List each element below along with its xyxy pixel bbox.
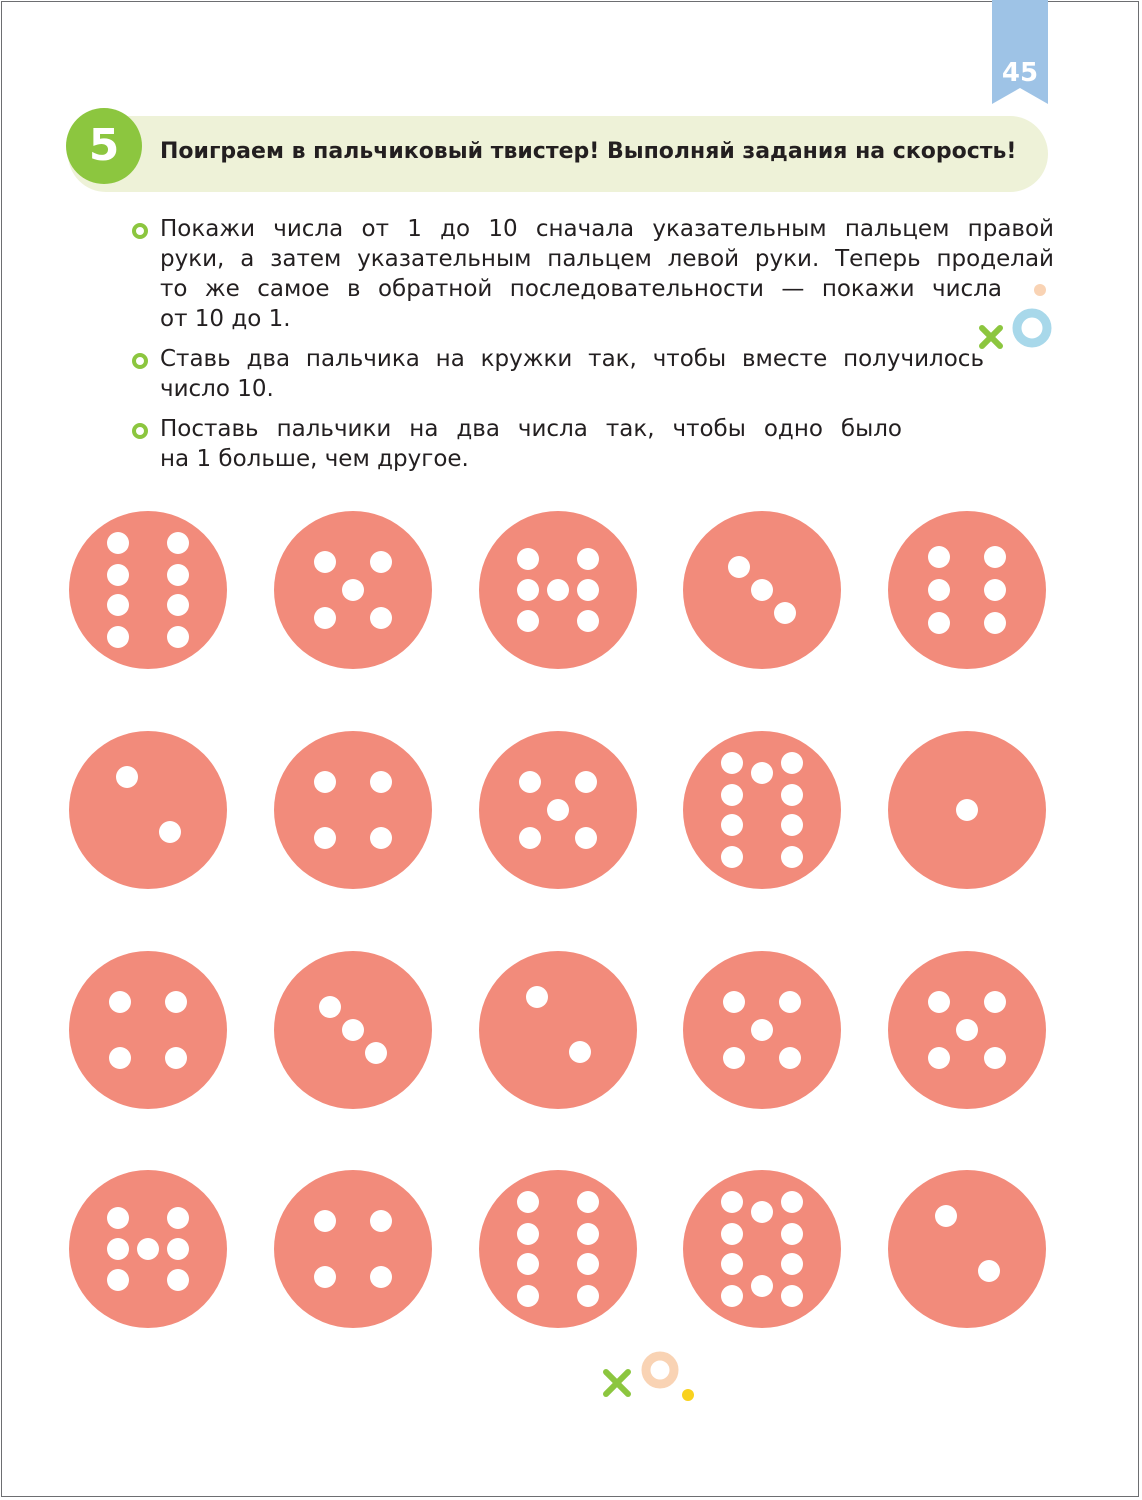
die-2[interactable]	[68, 730, 228, 890]
die-dot	[167, 1238, 189, 1260]
instruction-line: руки, а затем указательным пальцем левой руки. Теперь проделай	[160, 246, 1054, 272]
die-dot	[978, 1260, 1000, 1282]
instruction-line: число 10.	[160, 376, 274, 402]
die-dot	[519, 771, 541, 793]
die-dot	[314, 1210, 336, 1232]
die-dot	[517, 1191, 539, 1213]
die-dot	[167, 1207, 189, 1229]
die-dot	[107, 594, 129, 616]
die-face	[479, 951, 637, 1109]
die-dot	[721, 752, 743, 774]
die-dot	[547, 799, 569, 821]
die-dot	[781, 784, 803, 806]
die-dot	[781, 1223, 803, 1245]
die-dot	[577, 1191, 599, 1213]
instruction-line: Ставь два пальчика на кружки так, чтобы вместе получилось	[160, 346, 984, 372]
die-dot	[779, 991, 801, 1013]
die-dot	[935, 1205, 957, 1227]
instruction-line: на 1 больше, чем другое.	[160, 446, 469, 472]
die-dot	[781, 1285, 803, 1307]
die-dot	[517, 1253, 539, 1275]
die-dot	[370, 551, 392, 573]
die-face	[683, 731, 841, 889]
die-dot	[517, 548, 539, 570]
die-dot	[956, 799, 978, 821]
die-dot	[721, 1223, 743, 1245]
die-2[interactable]	[478, 950, 638, 1110]
die-dot	[342, 1019, 364, 1041]
die-dot	[781, 814, 803, 836]
die-dot	[575, 827, 597, 849]
die-dot	[751, 1201, 773, 1223]
die-dot	[107, 1207, 129, 1229]
die-face	[69, 731, 227, 889]
die-dot	[159, 821, 181, 843]
die-7[interactable]	[68, 1169, 228, 1329]
die-dot	[781, 1191, 803, 1213]
die-dot	[577, 548, 599, 570]
die-dot	[577, 610, 599, 632]
die-dot	[984, 991, 1006, 1013]
die-dot	[314, 771, 336, 793]
die-dot	[984, 1047, 1006, 1069]
die-dot	[577, 1223, 599, 1245]
die-dot	[137, 1238, 159, 1260]
die-dot	[107, 564, 129, 586]
task-number-badge: 5	[66, 108, 142, 184]
die-dot	[167, 532, 189, 554]
task-title: Поиграем в пальчиковый твистер! Выполняй задания на скорость!	[160, 139, 1017, 164]
die-dot	[314, 551, 336, 573]
die-dot	[577, 579, 599, 601]
die-dot	[342, 579, 364, 601]
die-dot	[107, 532, 129, 554]
die-dot	[165, 991, 187, 1013]
die-dot	[167, 594, 189, 616]
die-dot	[721, 1285, 743, 1307]
die-dot	[107, 626, 129, 648]
die-face	[479, 1170, 637, 1328]
die-5[interactable]	[887, 950, 1047, 1110]
die-9[interactable]	[682, 730, 842, 890]
die-4[interactable]	[273, 1169, 433, 1329]
die-dot	[547, 579, 569, 601]
die-3[interactable]	[273, 950, 433, 1110]
die-dot	[107, 1238, 129, 1260]
die-6[interactable]	[887, 510, 1047, 670]
die-face	[888, 1170, 1046, 1328]
die-dot	[928, 1047, 950, 1069]
die-7[interactable]	[478, 510, 638, 670]
die-dot	[370, 607, 392, 629]
die-dot	[517, 579, 539, 601]
die-dot	[751, 1019, 773, 1041]
die-8[interactable]	[68, 510, 228, 670]
die-dot	[723, 991, 745, 1013]
die-face	[683, 1170, 841, 1328]
die-face	[274, 1170, 432, 1328]
die-dot	[370, 1266, 392, 1288]
die-face	[69, 951, 227, 1109]
die-dot	[723, 1047, 745, 1069]
die-dot	[721, 784, 743, 806]
die-face	[274, 731, 432, 889]
die-dot	[167, 1269, 189, 1291]
die-5[interactable]	[273, 510, 433, 670]
die-face	[69, 511, 227, 669]
die-4[interactable]	[273, 730, 433, 890]
die-dot	[928, 579, 950, 601]
die-2[interactable]	[887, 1169, 1047, 1329]
die-face	[888, 511, 1046, 669]
die-dot	[721, 1253, 743, 1275]
instruction-line: то же самое в обратной последовательности — покажи числа	[160, 276, 1002, 302]
die-dot	[526, 986, 548, 1008]
die-dot	[109, 991, 131, 1013]
die-dot	[721, 1191, 743, 1213]
instruction-line: от 10 до 1.	[160, 306, 291, 332]
die-dot	[577, 1285, 599, 1307]
die-3[interactable]	[682, 510, 842, 670]
die-1[interactable]	[887, 730, 1047, 890]
die-dot	[370, 771, 392, 793]
die-8[interactable]	[478, 1169, 638, 1329]
die-dot	[721, 846, 743, 868]
instruction-line: Поставь пальчики на два числа так, чтобы одно было	[160, 416, 902, 442]
die-dot	[984, 546, 1006, 568]
die-dot	[928, 546, 950, 568]
die-dot	[721, 814, 743, 836]
die-dot	[928, 991, 950, 1013]
die-dot	[774, 602, 796, 624]
die-dot	[116, 766, 138, 788]
die-5[interactable]	[478, 730, 638, 890]
die-dot	[781, 1253, 803, 1275]
die-dot	[577, 1253, 599, 1275]
die-dot	[165, 1047, 187, 1069]
die-dot	[517, 1285, 539, 1307]
page-number: 45	[1001, 58, 1039, 88]
die-5[interactable]	[682, 950, 842, 1110]
die-dot	[781, 752, 803, 774]
die-dot	[319, 996, 341, 1018]
die-dot	[519, 827, 541, 849]
die-dot	[370, 827, 392, 849]
die-4[interactable]	[68, 950, 228, 1110]
instruction-line: Покажи числа от 1 до 10 сначала указательным пальцем правой	[160, 216, 1054, 242]
die-10[interactable]	[682, 1169, 842, 1329]
die-dot	[167, 626, 189, 648]
die-dot	[751, 579, 773, 601]
die-dot	[781, 846, 803, 868]
die-dot	[751, 762, 773, 784]
die-dot	[956, 1019, 978, 1041]
die-dot	[517, 1223, 539, 1245]
die-dot	[728, 556, 750, 578]
die-dot	[370, 1210, 392, 1232]
die-dot	[517, 610, 539, 632]
die-dot	[984, 612, 1006, 634]
die-dot	[314, 1266, 336, 1288]
die-dot	[365, 1042, 387, 1064]
die-dot	[167, 564, 189, 586]
die-dot	[569, 1041, 591, 1063]
die-dot	[314, 607, 336, 629]
die-dot	[575, 771, 597, 793]
die-dot	[779, 1047, 801, 1069]
die-dot	[107, 1269, 129, 1291]
die-dot	[314, 827, 336, 849]
die-dot	[751, 1275, 773, 1297]
die-dot	[984, 579, 1006, 601]
die-dot	[109, 1047, 131, 1069]
die-dot	[928, 612, 950, 634]
